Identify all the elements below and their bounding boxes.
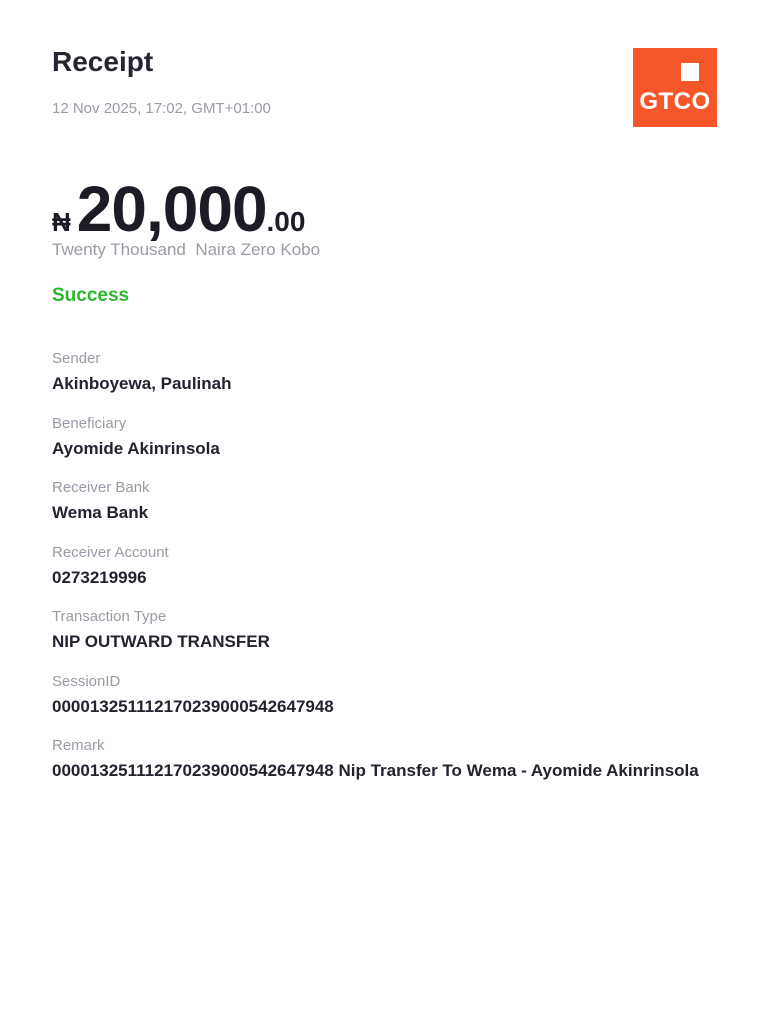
receiver-account-label: Receiver Account <box>52 543 169 561</box>
remark-value: 000013251112170239000542647948 Nip Transfer To Wema - Ayomide Akinrinsola <box>52 761 699 780</box>
receiver-account-value: 0273219996 <box>52 567 147 587</box>
beneficiary-field <box>52 413 712 478</box>
remark-label: Remark <box>52 737 105 754</box>
transaction-datetime: 12 Nov 2025, 17:02, GMT+01:00 <box>52 100 271 117</box>
receiver-account-field <box>52 542 712 607</box>
session-id-value: 000013251112170239000542647948 <box>52 696 334 716</box>
amount-in-words: Twenty Thousand Naira Zero Kobo <box>52 240 321 259</box>
status-badge: Success <box>52 285 130 306</box>
amount-decimal: .00 <box>266 206 306 237</box>
receiver-bank-label: Receiver Bank <box>52 479 150 496</box>
receiver-bank-value: Wema Bank <box>52 503 149 522</box>
beneficiary-label: Beneficiary <box>52 414 127 432</box>
page-title: Receipt <box>52 46 154 77</box>
logo-square-icon <box>681 63 699 81</box>
logo-text: GTCO <box>639 88 711 115</box>
transaction-type-value: NIP OUTWARD TRANSFER <box>52 632 270 651</box>
transaction-details <box>52 348 712 800</box>
naira-sign: ₦ <box>52 207 71 237</box>
session-id-label: SessionID <box>52 672 121 690</box>
sender-label: Sender <box>52 350 101 367</box>
beneficiary-value: Ayomide Akinrinsola <box>52 438 220 458</box>
transaction-type-field <box>52 606 712 671</box>
remark-field <box>52 735 712 800</box>
sender-field <box>52 348 712 413</box>
sender-value: Akinboyewa, Paulinah <box>52 374 232 393</box>
amount-display <box>52 172 306 245</box>
amount-main: 20,000 <box>76 173 267 245</box>
gtco-logo <box>633 48 717 127</box>
session-id-field <box>52 671 712 736</box>
transaction-type-label: Transaction Type <box>52 608 167 625</box>
receiver-bank-field <box>52 477 712 542</box>
